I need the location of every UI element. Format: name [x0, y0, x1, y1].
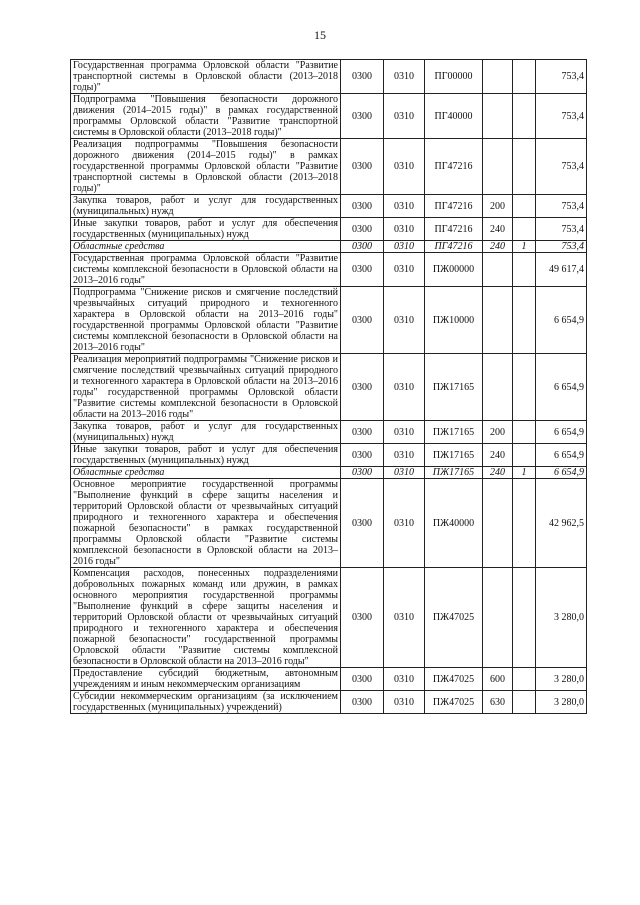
table-row [71, 218, 587, 241]
section-code-cell: 0300 [341, 568, 384, 668]
subsection-code-cell: 0310 [384, 195, 425, 218]
expense-name-cell: Основное мероприятие государственной программы "Выполнение функций в сфере защиты населения и территорий Орловской области от чрезвычайных ситуаций природного и техногенного характера и обеспечения пожарной безопасности" в рамках государственной программы Орловской области "Развитие системы комплексной безопасности в Орловской области на 2013–2016 годы" [71, 479, 341, 568]
expense-type-code-cell [483, 568, 513, 668]
funding-source-code-cell [513, 253, 536, 287]
table-row [71, 94, 587, 139]
amount-cell: 753,4 [536, 94, 587, 139]
funding-source-code-cell [513, 568, 536, 668]
amount-cell: 753,4 [536, 218, 587, 241]
section-code-cell: 0300 [341, 253, 384, 287]
section-code-cell: 0300 [341, 241, 384, 253]
expense-name-cell: Предоставление субсидий бюджетным, автономным учреждениям и иным некоммерческим организациям [71, 668, 341, 691]
expense-type-code-cell: 600 [483, 668, 513, 691]
target-item-code-cell: ПГ40000 [425, 94, 483, 139]
subsection-code-cell: 0310 [384, 568, 425, 668]
budget-table [70, 59, 587, 714]
subsection-code-cell: 0310 [384, 253, 425, 287]
funding-source-code-cell [513, 94, 536, 139]
table-row [71, 444, 587, 467]
expense-type-code-cell: 240 [483, 218, 513, 241]
section-code-cell: 0300 [341, 287, 384, 354]
subsection-code-cell: 0310 [384, 691, 425, 714]
expense-name-cell: Субсидии некоммерческим организациям (за исключением государственных (муниципальных) учреждений) [71, 691, 341, 714]
section-code-cell: 0300 [341, 691, 384, 714]
amount-cell: 3 280,0 [536, 691, 587, 714]
target-item-code-cell: ПЖ00000 [425, 253, 483, 287]
expense-name-cell: Закупка товаров, работ и услуг для государственных (муниципальных) нужд [71, 421, 341, 444]
target-item-code-cell: ПГ47216 [425, 241, 483, 253]
funding-source-code-cell [513, 479, 536, 568]
section-code-cell: 0300 [341, 94, 384, 139]
target-item-code-cell: ПГ47216 [425, 195, 483, 218]
amount-cell: 42 962,5 [536, 479, 587, 568]
expense-name-cell: Областные средства [71, 241, 341, 253]
expense-name-cell: Подпрограмма "Снижение рисков и смягчение последствий чрезвычайных ситуаций природного и техногенного характера в Орловской области на 2013–2016 годы" государственной программы Орловской области "Развитие системы комплексной безопасности в Орловской области на 2013–2016 годы" [71, 287, 341, 354]
table-row [71, 287, 587, 354]
subsection-code-cell: 0310 [384, 241, 425, 253]
table-row [71, 195, 587, 218]
table-row [71, 691, 587, 714]
section-code-cell: 0300 [341, 467, 384, 479]
expense-type-code-cell [483, 287, 513, 354]
subsection-code-cell: 0310 [384, 218, 425, 241]
expense-name-cell: Закупка товаров, работ и услуг для государственных (муниципальных) нужд [71, 195, 341, 218]
section-code-cell: 0300 [341, 421, 384, 444]
expense-type-code-cell [483, 60, 513, 94]
table-row [71, 421, 587, 444]
amount-cell: 753,4 [536, 60, 587, 94]
subsection-code-cell: 0310 [384, 421, 425, 444]
target-item-code-cell: ПЖ47025 [425, 568, 483, 668]
amount-cell: 49 617,4 [536, 253, 587, 287]
table-row [71, 241, 587, 253]
expense-type-code-cell: 240 [483, 444, 513, 467]
funding-source-code-cell [513, 139, 536, 195]
table-row [71, 139, 587, 195]
expense-name-cell: Иные закупки товаров, работ и услуг для обеспечения государственных (муниципальных) нужд [71, 444, 341, 467]
table-row [71, 60, 587, 94]
expense-name-cell: Компенсация расходов, понесенных подразделениями добровольных пожарных команд или дружин, в рамках основного мероприятия государственной программы "Выполнение функций в сфере защиты населения и территорий Орловской области от чрезвычайных ситуаций природного и техногенного характера и обеспечения пожарной безопасности" государственной программы Орловской области "Развитие системы комплексной безопасности в Орловской области на 2013–2016 годы" [71, 568, 341, 668]
funding-source-code-cell [513, 218, 536, 241]
amount-cell: 6 654,9 [536, 354, 587, 421]
subsection-code-cell: 0310 [384, 60, 425, 94]
section-code-cell: 0300 [341, 139, 384, 195]
target-item-code-cell: ПЖ10000 [425, 287, 483, 354]
expense-type-code-cell: 240 [483, 241, 513, 253]
amount-cell: 6 654,9 [536, 467, 587, 479]
funding-source-code-cell: 1 [513, 467, 536, 479]
amount-cell: 6 654,9 [536, 444, 587, 467]
expense-name-cell: Областные средства [71, 467, 341, 479]
funding-source-code-cell: 1 [513, 241, 536, 253]
subsection-code-cell: 0310 [384, 94, 425, 139]
expense-type-code-cell [483, 479, 513, 568]
subsection-code-cell: 0310 [384, 444, 425, 467]
target-item-code-cell: ПГ00000 [425, 60, 483, 94]
subsection-code-cell: 0310 [384, 479, 425, 568]
amount-cell: 6 654,9 [536, 287, 587, 354]
expense-type-code-cell [483, 253, 513, 287]
table-row [71, 467, 587, 479]
funding-source-code-cell [513, 287, 536, 354]
amount-cell: 753,4 [536, 241, 587, 253]
target-item-code-cell: ПЖ17165 [425, 354, 483, 421]
amount-cell: 3 280,0 [536, 668, 587, 691]
amount-cell: 753,4 [536, 195, 587, 218]
table-row [71, 354, 587, 421]
table-row [71, 253, 587, 287]
section-code-cell: 0300 [341, 354, 384, 421]
subsection-code-cell: 0310 [384, 287, 425, 354]
target-item-code-cell: ПЖ17165 [425, 421, 483, 444]
target-item-code-cell: ПЖ47025 [425, 691, 483, 714]
amount-cell: 3 280,0 [536, 568, 587, 668]
target-item-code-cell: ПЖ47025 [425, 668, 483, 691]
section-code-cell: 0300 [341, 479, 384, 568]
section-code-cell: 0300 [341, 444, 384, 467]
section-code-cell: 0300 [341, 668, 384, 691]
target-item-code-cell: ПЖ17165 [425, 444, 483, 467]
expense-type-code-cell [483, 139, 513, 195]
section-code-cell: 0300 [341, 195, 384, 218]
expense-name-cell: Государственная программа Орловской области "Развитие транспортной системы в Орловской области (2013–2018 годы)" [71, 60, 341, 94]
expense-name-cell: Реализация мероприятий подпрограммы "Снижение рисков и смягчение последствий чрезвычайных ситуаций природного и техногенного характера в Орловской области на 2013–2016 годы" государственной программы Орловской области "Развитие системы комплексной безопасности в Орловской области на 2013–2016 годы" [71, 354, 341, 421]
funding-source-code-cell [513, 195, 536, 218]
expense-name-cell: Государственная программа Орловской области "Развитие системы комплексной безопасности в Орловской области на 2013–2016 годы" [71, 253, 341, 287]
expense-type-code-cell [483, 94, 513, 139]
expense-name-cell: Подпрограмма "Повышения безопасности дорожного движения (2014–2015 годы)" в рамках государственной программы Орловской области "Развитие транспортной системы в Орловской области (2013–2018 годы)" [71, 94, 341, 139]
expense-type-code-cell: 200 [483, 421, 513, 444]
budget-table-body [71, 60, 587, 714]
expense-name-cell: Реализация подпрограммы "Повышения безопасности дорожного движения (2014–2015 годы)" в рамках государственной программы Орловской области "Развитие транспортной системы в Орловской области (2013–2018 годы)" [71, 139, 341, 195]
target-item-code-cell: ПЖ17165 [425, 467, 483, 479]
funding-source-code-cell [513, 691, 536, 714]
amount-cell: 753,4 [536, 139, 587, 195]
funding-source-code-cell [513, 354, 536, 421]
expense-type-code-cell: 630 [483, 691, 513, 714]
target-item-code-cell: ПГ47216 [425, 139, 483, 195]
expense-type-code-cell [483, 354, 513, 421]
page-number: 15 [314, 28, 326, 42]
expense-type-code-cell: 200 [483, 195, 513, 218]
funding-source-code-cell [513, 421, 536, 444]
section-code-cell: 0300 [341, 60, 384, 94]
subsection-code-cell: 0310 [384, 668, 425, 691]
expense-name-cell: Иные закупки товаров, работ и услуг для обеспечения государственных (муниципальных) нужд [71, 218, 341, 241]
section-code-cell: 0300 [341, 218, 384, 241]
target-item-code-cell: ПЖ40000 [425, 479, 483, 568]
funding-source-code-cell [513, 60, 536, 94]
table-row [71, 668, 587, 691]
funding-source-code-cell [513, 444, 536, 467]
table-row [71, 568, 587, 668]
table-row [71, 479, 587, 568]
subsection-code-cell: 0310 [384, 354, 425, 421]
subsection-code-cell: 0310 [384, 139, 425, 195]
amount-cell: 6 654,9 [536, 421, 587, 444]
expense-type-code-cell: 240 [483, 467, 513, 479]
target-item-code-cell: ПГ47216 [425, 218, 483, 241]
funding-source-code-cell [513, 668, 536, 691]
subsection-code-cell: 0310 [384, 467, 425, 479]
